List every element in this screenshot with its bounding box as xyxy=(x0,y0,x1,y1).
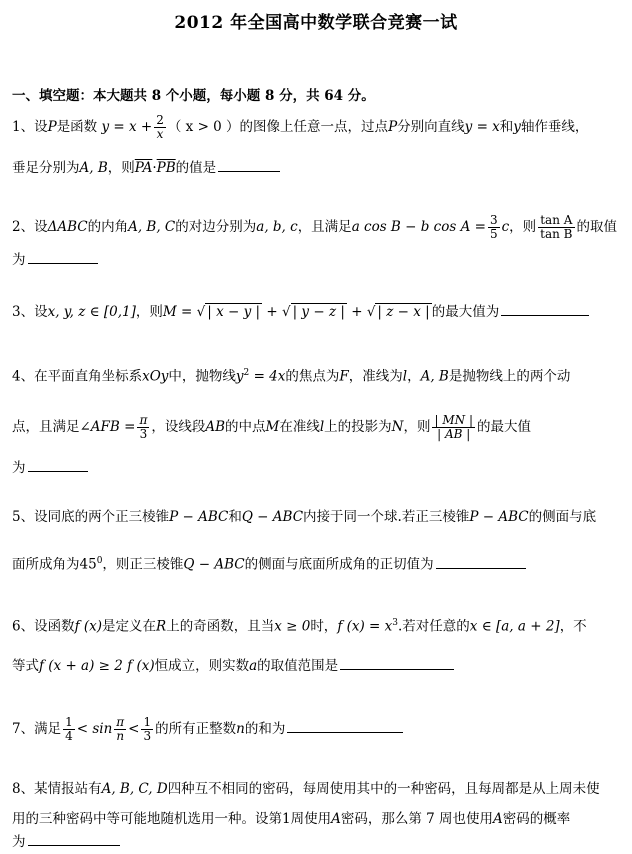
question-4-line-1: 4、在平面直角坐标系xOy中，抛物线$y^2 = 4x$的焦点为F，准线为l，A, B是抛物线上的两个动 xyxy=(12,368,571,385)
radical: √ | y − z | xyxy=(281,304,345,320)
question-4-line-3: 为 xyxy=(12,458,88,477)
fraction: $\frac{3}{5}$ xyxy=(489,213,498,241)
fraction: $\frac{\text{tan A}}{\text{tan B}}$ xyxy=(540,213,573,241)
fraction: $\frac{| MN |}{| AB |}$ xyxy=(434,413,473,441)
answer-blank[interactable] xyxy=(436,555,526,569)
question-8-line-1: 8、某情报站有A, B, C, D四种互不相同的密码，每周使用其中的一种密码，且每周都是从上周未使 xyxy=(12,781,600,797)
question-4-line-2: 点，且满足∠AFB = $\frac{\pi}{3}$ ，设线段AB的中点M在准线l上的投影为N，则 $\frac{| MN |}{| AB |}$ 的最大值 xyxy=(12,413,531,441)
question-5-line-1: 5、设同底的两个正三棱锥P − ABC和Q − ABC内接于同一个球.若正三棱锥P − ABC的侧面与底 xyxy=(12,509,597,525)
answer-blank[interactable] xyxy=(28,832,120,846)
question-5-line-2: 面所成角为$45^0$，则正三棱锥Q − ABC的侧面与底面所成角的正切值为 xyxy=(12,552,526,574)
question-2-line-1: 2、设ΔABC的内角A, B, C的对边分别为a, b, c，且满足a cos B − b cos A = $\frac{3}{5}$ c，则 $\frac{\text{tan A}}{\text{tan B}}$ 的取值 xyxy=(12,213,617,241)
question-8-line-2: 用的三种密码中等可能地随机选用一种。设第1周使用A密码，那么第 7 周也使用A密码的概率 xyxy=(12,811,571,827)
question-1-line-2: 垂足分别为A, B，则$\overline{PA}\cdot\overline{PB}$的值是 xyxy=(12,158,280,177)
page-title: 2012 年全国高中数学联合竞赛一试 xyxy=(174,13,458,33)
question-1-line-1: 1、设P是函数 y = x + $\frac{2}{x}$ （ x > 0 ）的图像上任意一点，过点P分别向直线y = x和y轴作垂线， xyxy=(12,113,589,141)
fraction: $\frac{1}{3}$ xyxy=(143,715,152,743)
fraction: $\frac{1}{4}$ xyxy=(65,715,73,743)
question-7-line-1: 7、满足 $\frac{1}{4}$ < sin $\frac{\pi}{n}$ < $\frac{1}{3}$ 的所有正整数n的和为 xyxy=(12,716,403,743)
radical: √ | z − x | xyxy=(366,304,430,320)
answer-blank[interactable] xyxy=(287,719,403,733)
radical: √ | x − y | xyxy=(196,304,261,320)
question-6-line-1: 6、设函数f (x)是定义在R上的奇函数，且当x ≥ 0时，f $(x) = x^3$.若对任意的x ∈ [a, a + 2]，不 xyxy=(12,618,587,635)
answer-blank[interactable] xyxy=(340,656,454,670)
answer-blank[interactable] xyxy=(501,302,589,316)
fraction: $\frac{\pi}{n}$ xyxy=(116,715,125,743)
question-6-line-2: 等式f (x + a) ≥ 2 f (x)恒成立，则实数a的取值范围是 xyxy=(12,656,454,675)
answer-blank[interactable] xyxy=(28,250,98,264)
question-2-line-2: 为 xyxy=(12,250,98,269)
fraction: $\frac{\pi}{3}$ xyxy=(139,413,148,441)
question-8-line-3: 为 xyxy=(12,832,120,851)
answer-blank[interactable] xyxy=(28,458,88,472)
answer-blank[interactable] xyxy=(218,158,280,172)
section-heading: 一、填空题：本大题共 8 个小题，每小题 8 分，共 64 分。 xyxy=(12,88,375,104)
question-3-line-1: 3、设x, y, z ∈ [0,1]，则M = √ | x − y | + √ | y − z | + √ | z − x | 的最大值为 xyxy=(12,302,589,321)
fraction: $\frac{2}{x}$ xyxy=(156,113,164,141)
